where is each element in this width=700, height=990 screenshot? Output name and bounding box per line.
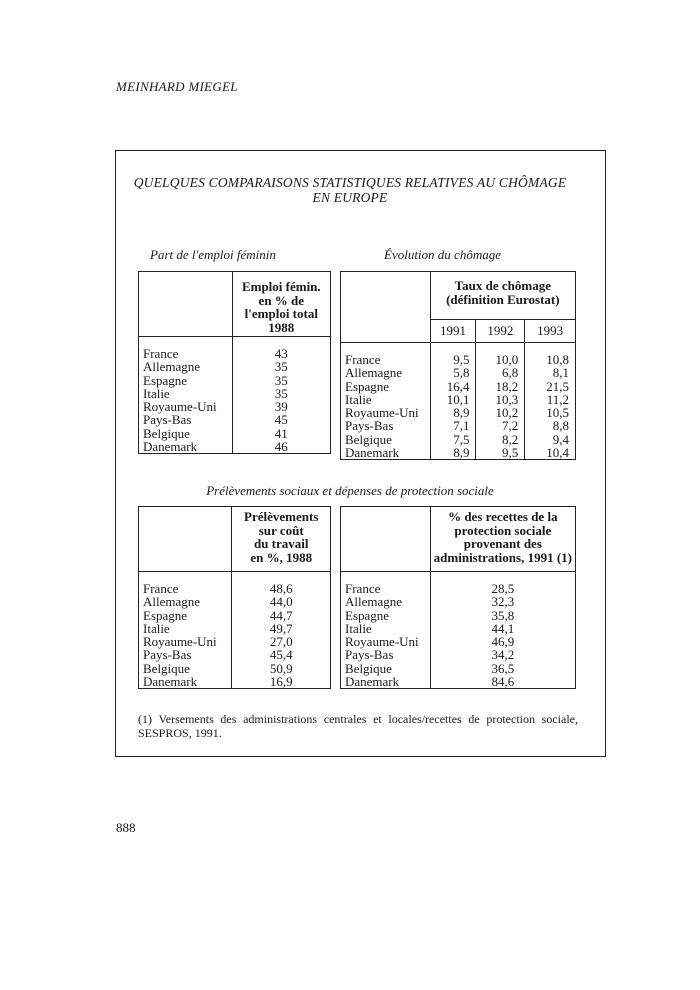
table-cell: 35,8	[430, 609, 575, 622]
table-cell: 45,4	[232, 648, 331, 661]
country-label: Espagne	[341, 380, 431, 393]
recettes-header-line: % des recettes de la	[448, 509, 558, 524]
country-label: Allemagne	[139, 360, 233, 373]
table-row	[139, 374, 331, 387]
table-row	[341, 433, 576, 446]
table-row	[139, 347, 331, 360]
country-label: Espagne	[341, 609, 431, 622]
country-label: Italie	[341, 622, 431, 635]
table-row	[341, 406, 576, 419]
emploi-header-line: Emploi fémin.	[241, 279, 321, 294]
recettes-table	[340, 506, 576, 689]
table-row	[139, 635, 331, 648]
emploi-feminin-table	[138, 271, 331, 454]
table-row	[139, 648, 331, 661]
country-label: Danemark	[139, 440, 233, 454]
country-label: Pays-Bas	[139, 648, 232, 661]
table-row	[341, 366, 576, 379]
table-cell: 9,5	[430, 353, 476, 366]
country-label: Allemagne	[341, 366, 431, 379]
table-row	[139, 609, 331, 622]
prelevements-table	[138, 506, 331, 689]
running-head: MEINHARD MIEGEL	[116, 79, 238, 94]
recettes-header-line: protection sociale	[454, 522, 552, 538]
country-label: Allemagne	[341, 595, 431, 608]
chomage-header	[430, 272, 575, 320]
emploi-header	[232, 272, 330, 337]
year-header: 1991	[430, 320, 476, 343]
table-row	[139, 413, 331, 426]
table-cell: 35	[232, 374, 330, 387]
chomage-header-line: (définition Eurostat)	[446, 291, 560, 307]
emploi-header-line: l'emploi total	[244, 306, 318, 321]
table-row	[139, 595, 331, 608]
section-title-prelevements: Prélèvements sociaux et dépenses de protection sociale	[206, 483, 494, 498]
table-cell: 28,5	[430, 582, 575, 595]
chomage-table	[340, 271, 576, 460]
table-cell: 16,4	[430, 380, 476, 393]
frame-bottom-rule	[115, 756, 606, 757]
table-row	[341, 353, 576, 366]
country-label: Belgique	[341, 662, 431, 675]
table-cell: 10,1	[430, 393, 476, 406]
table-row	[341, 393, 576, 406]
table-cell: 44,0	[232, 595, 331, 608]
country-label: France	[341, 353, 431, 366]
emploi-header-line: 1988	[268, 319, 295, 335]
table-row	[341, 446, 576, 460]
table-cell: 10,8	[525, 353, 576, 366]
prelevements-header-line: Prélèvements	[244, 509, 319, 524]
table-cell: 11,2	[525, 393, 576, 406]
table-cell: 46	[232, 440, 330, 454]
table-row	[341, 622, 576, 635]
country-label: France	[139, 347, 233, 360]
table-cell: 8,2	[476, 433, 525, 446]
table-cell: 50,9	[232, 662, 331, 675]
table-cell: 8,1	[525, 366, 576, 379]
table-cell: 10,3	[476, 393, 525, 406]
country-label: Royaume-Uni	[139, 635, 232, 648]
table-cell: 10,0	[476, 353, 525, 366]
main-title-line-1: QUELQUES COMPARAISONS STATISTIQUES RELATIVES AU CHÔMAGE	[133, 175, 567, 190]
table-cell: 35	[232, 387, 330, 400]
table-cell: 32,3	[430, 595, 575, 608]
country-label: Royaume-Uni	[341, 406, 431, 419]
year-header: 1992	[476, 320, 525, 343]
prelevements-header-line: en %, 1988	[250, 549, 313, 565]
table-row	[341, 609, 576, 622]
prelevements-header	[232, 507, 331, 572]
country-label: Danemark	[139, 675, 232, 689]
main-title-line-2: EN EUROPE	[312, 190, 388, 205]
table-cell: 8,9	[430, 446, 476, 460]
country-label: Belgique	[341, 433, 431, 446]
table-row	[139, 440, 331, 454]
table-cell: 6,8	[476, 366, 525, 379]
table-cell: 43	[232, 347, 330, 360]
country-label: Royaume-Uni	[139, 400, 233, 413]
prelevements-rows	[139, 582, 331, 689]
prelevements-header-line: sur coût	[258, 522, 304, 538]
country-label: Danemark	[341, 446, 431, 460]
emploi-rows	[139, 347, 331, 454]
country-label: Espagne	[139, 374, 233, 387]
page-number: 888	[116, 820, 136, 835]
country-label: Pays-Bas	[139, 413, 233, 426]
table-row	[341, 595, 576, 608]
table-cell: 46,9	[430, 635, 575, 648]
recettes-header-line: administrations, 1991 (1)	[433, 549, 572, 565]
table-row	[139, 662, 331, 675]
country-label: Pays-Bas	[341, 419, 431, 432]
table-cell: 9,5	[476, 446, 525, 460]
table-cell: 7,2	[476, 419, 525, 432]
emploi-header-line: en % de	[258, 292, 305, 308]
table-row	[341, 380, 576, 393]
table-row	[341, 635, 576, 648]
table-cell: 8,8	[525, 419, 576, 432]
country-label: Italie	[139, 387, 233, 400]
country-label: Royaume-Uni	[341, 635, 431, 648]
table-cell: 35	[232, 360, 330, 373]
table-row	[341, 419, 576, 432]
table-cell: 18,2	[476, 380, 525, 393]
table-cell: 41	[232, 427, 330, 440]
table-cell: 39	[232, 400, 330, 413]
recettes-header-line: provenant des	[463, 536, 542, 551]
table-cell: 84,6	[430, 675, 575, 689]
table-row	[139, 400, 331, 413]
table-row	[139, 427, 331, 440]
section-title-emploi: Part de l'emploi féminin	[150, 247, 276, 262]
table-row	[139, 622, 331, 635]
country-label: France	[139, 582, 232, 595]
country-label: Danemark	[341, 675, 431, 689]
year-header: 1993	[525, 320, 576, 343]
country-label: France	[341, 582, 431, 595]
table-cell: 7,5	[430, 433, 476, 446]
table-cell: 48,6	[232, 582, 331, 595]
table-cell: 36,5	[430, 662, 575, 675]
main-title	[0, 175, 700, 205]
chomage-header-line: Taux de chômage	[454, 278, 551, 293]
table-cell: 49,7	[232, 622, 331, 635]
table-cell: 8,9	[430, 406, 476, 419]
country-label: Allemagne	[139, 595, 232, 608]
section-title-chomage: Évolution du chômage	[384, 247, 501, 262]
country-label: Pays-Bas	[341, 648, 431, 661]
country-label: Belgique	[139, 662, 232, 675]
table-row	[341, 648, 576, 661]
table-row	[139, 360, 331, 373]
table-cell: 34,2	[430, 648, 575, 661]
table-cell: 7,1	[430, 419, 476, 432]
country-label: Belgique	[139, 427, 233, 440]
table-cell: 44,1	[430, 622, 575, 635]
table-row	[341, 662, 576, 675]
country-label: Italie	[341, 393, 431, 406]
chomage-rows	[341, 353, 576, 460]
table-cell: 44,7	[232, 609, 331, 622]
table-row	[341, 582, 576, 595]
country-label: Italie	[139, 622, 232, 635]
table-cell: 10,2	[476, 406, 525, 419]
prelevements-header-line: du travail	[253, 536, 309, 551]
table-cell: 45	[232, 413, 330, 426]
table-row	[341, 675, 576, 689]
table-row	[139, 675, 331, 689]
footnote: (1) Versements des administrations centrales et locales/recettes de protection sociale, SESPROS, 1991.	[138, 712, 578, 740]
recettes-rows	[341, 582, 576, 689]
country-label: Espagne	[139, 609, 232, 622]
table-row	[139, 387, 331, 400]
table-row	[139, 582, 331, 595]
table-cell: 10,4	[525, 446, 576, 460]
table-cell: 9,4	[525, 433, 576, 446]
recettes-header	[430, 507, 575, 572]
table-cell: 16,9	[232, 675, 331, 689]
table-cell: 5,8	[430, 366, 476, 379]
table-cell: 27,0	[232, 635, 331, 648]
table-cell: 21,5	[525, 380, 576, 393]
table-cell: 10,5	[525, 406, 576, 419]
